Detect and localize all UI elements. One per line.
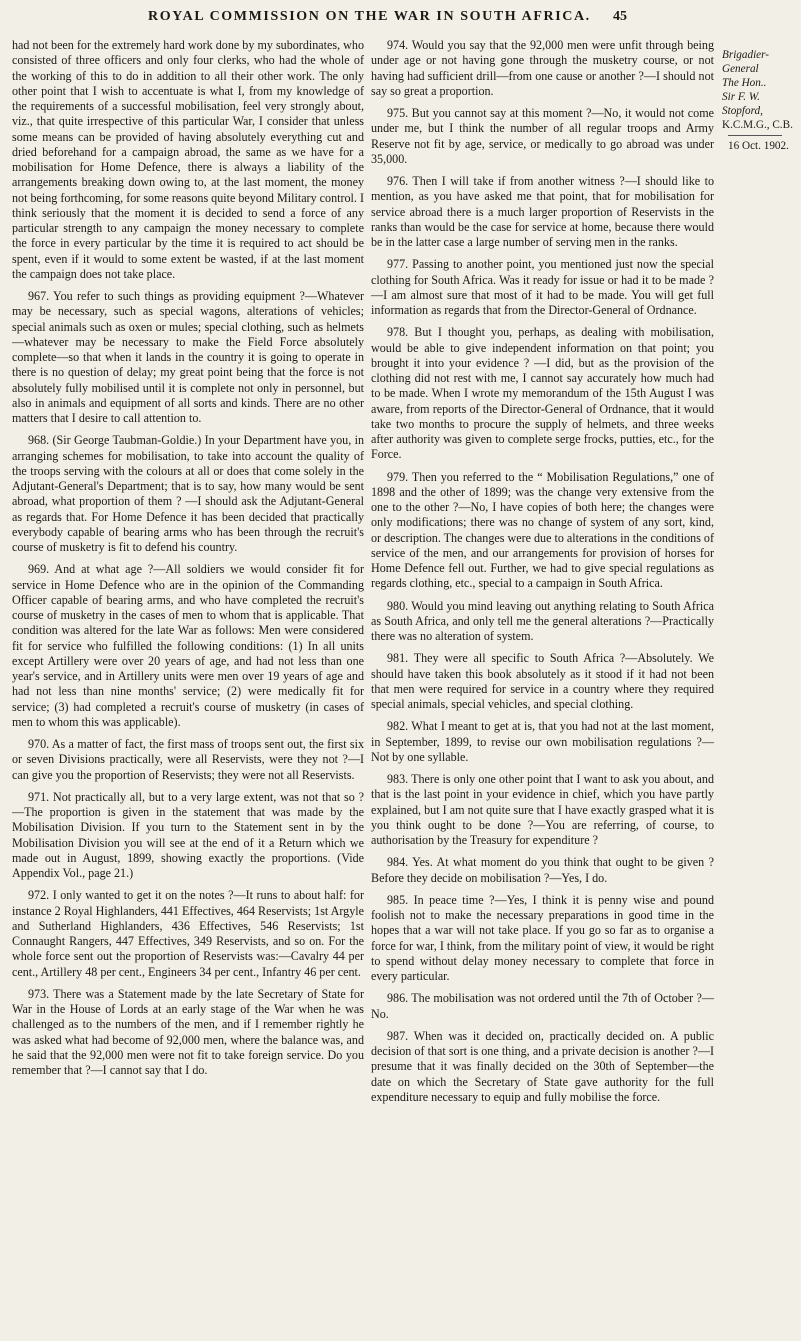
- paragraph: 974. Would you say that the 92,000 men were unfit through being under age or not having gone through the musketry course, or not having had sufficient drill—from one cause or another ?—I should not say so great a proportion.: [371, 38, 714, 98]
- margin-note-date: 16 Oct. 1902.: [728, 140, 789, 152]
- witness-margin-note: [722, 48, 800, 153]
- running-title: ROYAL COMMISSION ON THE WAR IN SOUTH AFRICA.: [148, 9, 591, 24]
- paragraph: 979. Then you referred to the “ Mobilisation Regulations,” one of 1898 and the other of 1899; was the change very extensive from the one to the other ?—No, I have copies of both here; the changes were only modifications; there was no change of system of any sort, kind, or description. The changes were due to alterations in the conditions of service of the men, and our arrangements for provision of horses for Home Defence fell out. Further, we had to give special regulations as regards clothing, etc., special to a campaign in South Africa.: [371, 469, 715, 591]
- paragraph: 985. In peace time ?—Yes, I think it is penny wise and pound foolish not to make the necessary preparations in good time in the hopes that a war will not take place. If you go so far as to organise a force for war, I think, from the military point of view, it would be right to spend without delay money necessary to complete that force in every particular.: [371, 892, 714, 983]
- paragraph: 976. Then I will take if from another witness ?—I should like to mention, as you have asked me that point, that for mobilisation for service abroad there is a much larger proportion of Reservists in the ranks than would be the case for service at home, because there would be in the latter case a large number of serving men in the ranks.: [371, 174, 714, 249]
- paragraph: 970. As a matter of fact, the first mass of troops sent out, the first six or seven Divisions practically, were all Reservists, were they not ?—I can give you the proportion of Reservists; they were not all Reservists.: [12, 737, 364, 782]
- paragraph: 969. And at what age ?—All soldiers we would consider fit for service in Home Defence who are in the opinion of the Commanding Officer capable of bearing arms, and who have completed the recruit's course of musketry in the cases of men to whom that is applicable. That condition was altered for the late War as follows: Men were considered fit for service who fulfilled the following conditions: (1) In all units except Artillery were over 20 years of age, and had not less than one year's service, and in Artillery units were men over 19 years of age and had not less than nine months' service; (2) were medically fit for service; (3) had completed a recruit's course of musketry (in cases of men to whom this was applicable).: [12, 562, 364, 729]
- page-number: 45: [613, 9, 627, 24]
- paragraph: 978. But I thought you, perhaps, as dealing with mobilisation, would be able to give independent information on that point; you brought it into your evidence ? —I did, but as the provision of the clothing did not rest with me, I cannot say accurately how much had to be made. When I wrote my memorandum of the 15th August I was aware, from reports of the Director-General of Ordnance, that it would take two months to procure the supply of helmets, and three weeks after authority was given to complete serge frocks, putties, etc., for the Force.: [371, 325, 714, 462]
- paragraph: 968. (Sir George Taubman-Goldie.) In your Department have you, in arranging schemes for mobilisation, to take into account the quality of the troops serving with the colours at all or does that come solely in the Adjutant-General's Department; that is to say, how many would be sent abroad, what proportion of them ? —I should ask the Adjutant-General as regards that. For Home Defence it has been decided that practically everybody capable of bearing arms who has been through the recruit's course of musketry is fit to defend his country.: [12, 433, 364, 554]
- paragraph: 973. There was a Statement made by the late Secretary of State for War in the House of Lords at an early stage of the War when he was challenged as to the numbers of the men, and if I remember rightly he was asked what had become of 92,000 men, where the balance was, and he said that the 92,000 men were not fit to take foreign service. Do you remember that ?—I cannot say that I do.: [12, 986, 364, 1077]
- paragraph: 987. When was it decided on, practically decided on. A public decision of that sort is one thing, and a private decision is another ?—I presume that it was finally decided on the 30th of September—the date on which the Secretary of State gave authority for the full expenditure necessary to equip and fully mobilise the force.: [371, 1028, 714, 1104]
- paragraph: 983. There is only one other point that I want to ask you about, and that is the last point in your evidence in chief, which you have partly explained, but I am not quite sure that I have exactly grasped what it is you think ought to be done ?—You are referring, of course, to authorisation by the Treasury for expenditure ?: [371, 772, 714, 847]
- right-column: [371, 38, 714, 1112]
- paragraph: 980. Would you mind leaving out anything relating to South Africa as South Africa, and only tell me the general alterations ?—Practically there was no alteration of system.: [371, 598, 714, 643]
- paragraph: 982. What I meant to get at is, that you had not at the last moment, in September, 1899, to revise our own mobilisation regulations ?—Not by one syllable.: [371, 719, 714, 764]
- paragraph: 981. They were all specific to South Africa ?—Absolutely. We should have taken this book absolutely as it stood if it had not been that men were required for service in a country where they required special animals, special vehicles, and special clothing.: [371, 651, 714, 711]
- running-head: [0, 9, 801, 31]
- paragraph: 984. Yes. At what moment do you think that ought to be given ? Before they decide on mobilisation ?—Yes, I do.: [371, 855, 714, 885]
- paragraph: 975. But you cannot say at this moment ?—No, it would not come under me, but I think the number of all regular troops and Army Reserve not fit by age, service, or medically to go abroad was under 35,000.: [371, 106, 714, 166]
- margin-note-surname: Stopford,: [722, 105, 763, 117]
- margin-note-rank-cont: General: [722, 63, 759, 75]
- margin-note-honours: K.C.M.G., C.B.: [722, 119, 793, 131]
- paragraph: 967. You refer to such things as providing equipment ?—Whatever may be necessary, such as special wagons, alterations of vehicles; special animals such as oxen or mules; special clothing, such as helmets—whatever may be necessary to make the Field Force absolutely complete—so that when it lands in the country it is going to operate in there is no question of delay; my great point being that the force is not absolutely fully mobilised until it is complete not only in personnel, but also in animals and equipment of all sorts and kinds. There are no other matters that I desire to call attention to.: [12, 289, 364, 425]
- paragraph: 972. I only wanted to get it on the notes ?—It runs to about half: for instance 2 Royal Highlanders, 441 Effectives, 464 Reservists; 1st Argyle and Sutherland Highlanders, 436 Effectives, 546 Reservists; 1st Connaught Rangers, 447 Effectives, 349 Reservists, and so on. For the whole force sent out the proportion of Reservists was:—Cavalry 44 per cent., Artillery 48 per cent., Engineers 34 per cent., Infantry 46 per cent.: [12, 888, 364, 979]
- margin-note-rank: Brigadier-: [722, 49, 770, 61]
- paragraph: 986. The mobilisation was not ordered until the 7th of October ?—No.: [371, 991, 714, 1021]
- margin-note-name: Sir F. W.: [722, 91, 760, 103]
- left-column: [12, 38, 364, 1085]
- paragraph: 977. Passing to another point, you mentioned just now the special clothing for South Africa. Was it ready for issue or had it to be made ?—I am almost sure that most of it had to be made. You will get full information as regards that from the Director-General of Ordnance.: [371, 257, 714, 317]
- paragraph: had not been for the extremely hard work done by my subordinates, who consisted of three officers and only four clerks, who had the whole of the working of this to do in addition to all their other work. The only other point that I wish to accentuate is what I, from my knowledge of the requirements of a successful mobilisation, feel very strongly about, viz., that quite irrespective of this particular War, I consider that unless some means can be provided of having absolutely everything cut and dried beforehand for a campaign abroad, the same as we have for a mobilisation for Home Defence, there is always a liability of the arrangements breaking down owing to, at the last moment, the money not being forthcoming, for some reasons quite beyond Military control. I think seriously that the moment it is decided to send a force of any particular strength to any campaign the money necessary to complete the force in every particular by the time it is required to act should be spent, even if it would to some extent be wasted, if at the last moment the campaign does not take place.: [12, 38, 364, 281]
- paragraph: 971. Not practically all, but to a very large extent, was not that so ?—The proportion is given in the statement that was made by the Mobilisation Division. If you turn to the Statement sent in by the Mobilisation Division you will see at the end of it a Return which we made out in August, 1899, showing exactly the proportions. (Vide Appendix Vol., page 21.): [12, 789, 364, 880]
- margin-note-divider: [728, 135, 782, 136]
- margin-note-title: The Hon..: [722, 77, 767, 89]
